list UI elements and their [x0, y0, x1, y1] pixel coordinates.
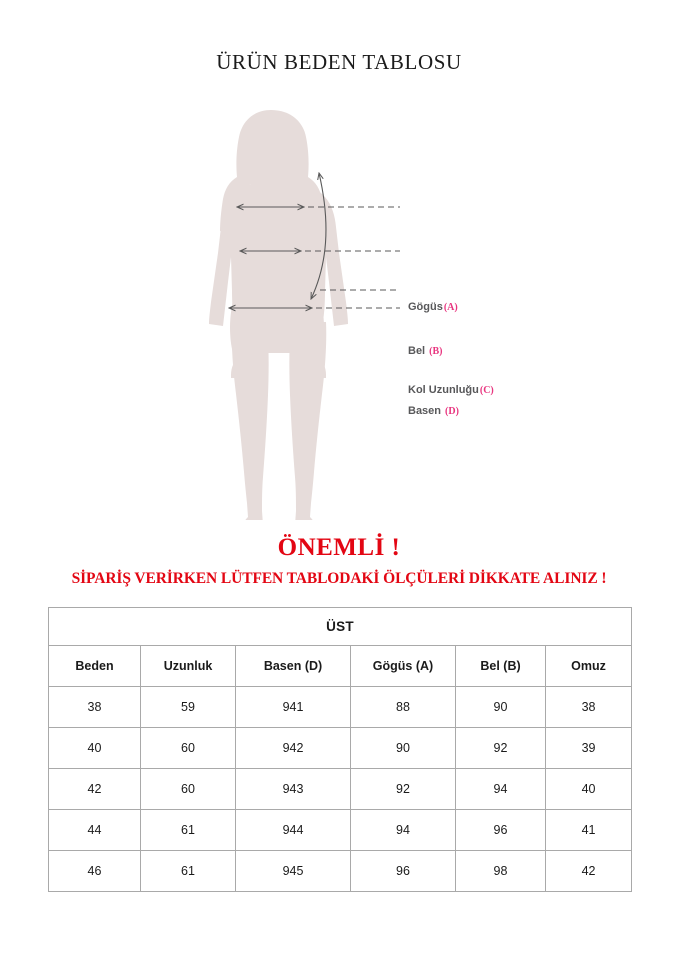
label-sleeve-length: [408, 384, 494, 396]
label-waist: [408, 345, 442, 357]
column-header-basen: Basen (D): [236, 646, 351, 687]
cell-beden: 44: [49, 810, 141, 851]
warning-block: [0, 534, 678, 588]
cell-basen: 943: [236, 769, 351, 810]
cell-gogus: 90: [351, 728, 456, 769]
cell-uzunluk: 60: [141, 728, 236, 769]
cell-beden: 40: [49, 728, 141, 769]
table-column-header-row: [49, 646, 632, 687]
label-waist-code: (B): [429, 346, 443, 357]
cell-gogus: 96: [351, 851, 456, 892]
page-title: ÜRÜN BEDEN TABLOSU: [216, 50, 462, 74]
label-chest: [408, 301, 458, 313]
cell-bel: 98: [456, 851, 546, 892]
label-chest-text: Gögüs: [408, 301, 443, 313]
cell-gogus: 94: [351, 810, 456, 851]
column-header-uzunluk: Uzunluk: [141, 646, 236, 687]
column-header-beden: Beden: [49, 646, 141, 687]
cell-beden: 42: [49, 769, 141, 810]
warning-secondary: SİPARİŞ VERİRKEN LÜTFEN TABLODAKİ ÖLÇÜLERİ DİKKATE ALINIZ !: [71, 570, 607, 587]
female-body-silhouette: [209, 110, 348, 520]
cell-beden: 46: [49, 851, 141, 892]
warning-primary: ÖNEMLİ !: [277, 534, 401, 561]
cell-omuz: 41: [546, 810, 632, 851]
cell-omuz: 40: [546, 769, 632, 810]
cell-basen: 941: [236, 687, 351, 728]
cell-uzunluk: 60: [141, 769, 236, 810]
cell-gogus: 92: [351, 769, 456, 810]
table-row: [49, 687, 632, 728]
cell-bel: 96: [456, 810, 546, 851]
table-row: [49, 728, 632, 769]
size-chart-table-body: [49, 687, 632, 892]
table-row: [49, 851, 632, 892]
column-header-bel: Bel (B): [456, 646, 546, 687]
cell-gogus: 88: [351, 687, 456, 728]
label-waist-text: Bel: [408, 345, 426, 357]
cell-basen: 942: [236, 728, 351, 769]
cell-bel: 92: [456, 728, 546, 769]
label-hip-code: (D): [445, 406, 459, 417]
cell-omuz: 38: [546, 687, 632, 728]
label-chest-code: (A): [443, 302, 458, 313]
cell-bel: 94: [456, 769, 546, 810]
label-hip: [408, 405, 459, 417]
cell-omuz: 39: [546, 728, 632, 769]
size-chart-table: [48, 607, 632, 892]
column-header-gogus: Gögüs (A): [351, 646, 456, 687]
cell-bel: 90: [456, 687, 546, 728]
cell-uzunluk: 59: [141, 687, 236, 728]
cell-beden: 38: [49, 687, 141, 728]
cell-basen: 945: [236, 851, 351, 892]
table-group-header-row: [49, 608, 632, 646]
cell-basen: 944: [236, 810, 351, 851]
cell-uzunluk: 61: [141, 810, 236, 851]
body-silhouette-diagram: [0, 100, 678, 520]
size-chart-table-head: [49, 608, 632, 687]
label-sleeve-length-code: (C): [479, 385, 494, 396]
label-hip-text: Basen: [408, 405, 442, 417]
label-sleeve-length-text: Kol Uzunluğu: [408, 384, 479, 396]
cell-uzunluk: 61: [141, 851, 236, 892]
measurement-figure: [0, 100, 678, 520]
column-header-omuz: Omuz: [546, 646, 632, 687]
cell-omuz: 42: [546, 851, 632, 892]
table-row: [49, 810, 632, 851]
table-row: [49, 769, 632, 810]
table-group-header: ÜST: [49, 608, 632, 646]
